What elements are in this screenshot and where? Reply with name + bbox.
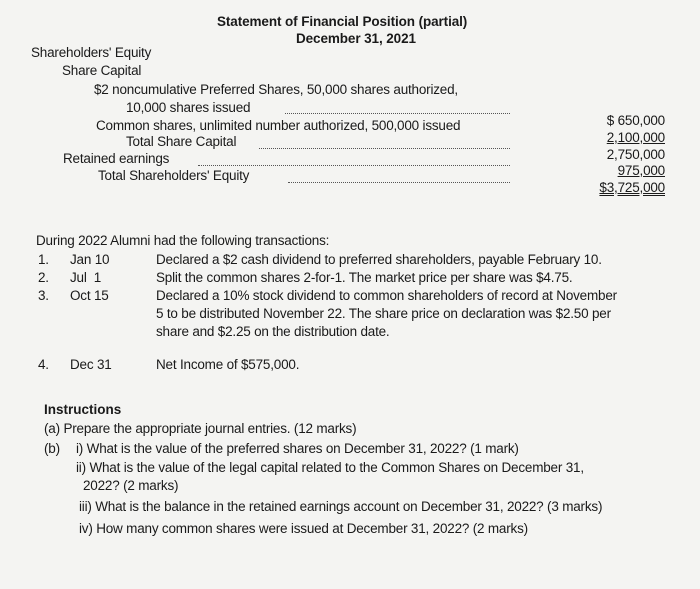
amount-preferred: $ 650,000 [606,113,665,128]
instruction-b-label: (b) [44,441,60,456]
total-equity-label: Total Shareholders' Equity [98,168,250,183]
preferred-line-1: $2 noncumulative Preferred Shares, 50,000 shares authorized, [94,82,458,97]
transaction-text: Declared a $2 cash dividend to preferred shareholders, payable February 10. [156,252,602,267]
amount-common: 2,100,000 [606,130,665,145]
leader-dots [288,182,510,183]
transaction-number: 2. [38,270,49,285]
transaction-text: 5 to be distributed November 22. The share price on declaration was $2.50 per [156,306,611,321]
transaction-text: share and $2.25 on the distribution date. [156,324,390,339]
section-heading: Shareholders' Equity [31,45,152,60]
transaction-date: Dec 31 [70,357,112,372]
transaction-date: Oct 15 [70,288,109,303]
transaction-text: Declared a 10% stock dividend to common shareholders of record at November [156,288,617,303]
transaction-text: Net Income of $575,000. [156,357,300,372]
transaction-date: Jan 10 [70,252,110,267]
leader-dots [259,148,510,149]
share-capital-heading: Share Capital [62,63,142,78]
transaction-date: Jul 1 [70,270,102,285]
instruction-b-ii: ii) What is the value of the legal capital related to the Common Shares on December 31, [76,460,584,475]
common-shares-line: Common shares, unlimited number authorized, 500,000 issued [96,118,461,133]
transaction-text: Split the common shares 2-for-1. The market price per share was $4.75. [156,270,573,285]
statement-title: Statement of Financial Position (partial) [217,14,468,29]
amount-retained-earnings: 975,000 [617,163,665,178]
amount-total-share-capital: 2,750,000 [606,147,665,162]
transaction-number: 3. [38,288,49,303]
transaction-number: 4. [38,357,49,372]
instruction-b-iv: iv) How many common shares were issued at December 31, 2022? (2 marks) [79,521,528,536]
transactions-intro: During 2022 Alumni had the following transactions: [36,233,330,248]
instruction-a: (a) Prepare the appropriate journal entries. (12 marks) [44,421,357,436]
statement-date: December 31, 2021 [296,31,416,46]
leader-dots [198,165,510,166]
preferred-line-2: 10,000 shares issued [126,100,251,115]
retained-earnings-label: Retained earnings [63,151,170,166]
leader-dots [285,113,510,114]
instruction-b-i: i) What is the value of the preferred shares on December 31, 2022? (1 mark) [76,441,519,456]
instruction-b-iii: iii) What is the balance in the retained earnings account on December 31, 2022? (3 marks) [79,499,603,514]
transaction-number: 1. [38,252,49,267]
total-share-capital-label: Total Share Capital [126,134,237,149]
instructions-heading: Instructions [44,402,122,417]
amount-total-equity: $3,725,000 [599,180,665,195]
instruction-b-ii-cont: 2022? (2 marks) [83,478,179,493]
